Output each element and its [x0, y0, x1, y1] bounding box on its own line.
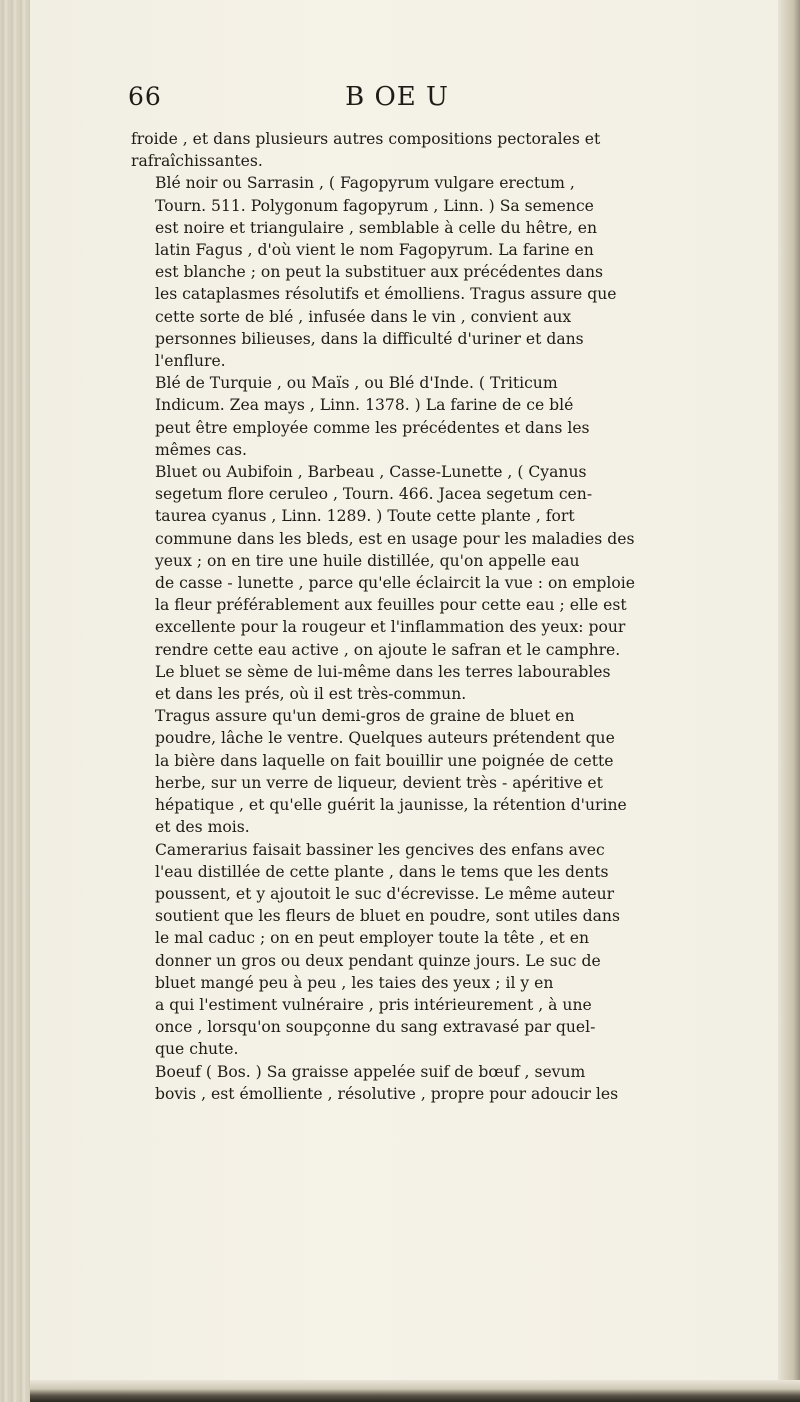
text-line: excellente pour la rougeur et l'inflammation des yeux: pour: [155, 618, 626, 637]
entry-ble-noir: [131, 172, 771, 372]
text-line: et des mois.: [155, 818, 250, 837]
text-line: et dans les prés, où il est très-commun.: [155, 685, 467, 704]
text-line: les cataplasmes résolutifs et émolliens. Tragus assure que: [155, 285, 617, 304]
text-line: froide , et dans plusieurs autres compositions pectorales et: [131, 130, 601, 148]
text-line: rendre cette eau active , on ajoute le safran et le camphre.: [155, 640, 621, 659]
book-gutter: [0, 0, 30, 1402]
text-line: Blé de Turquie , ou Maïs , ou Blé d'Inde. ( Triticum: [155, 374, 558, 393]
text-line: Le bluet se sème de lui-même dans les terres labourables: [155, 662, 611, 681]
text-line: Camerarius faisait bassiner les gencives des enfans avec: [155, 840, 605, 859]
text-line: est blanche ; on peut la substituer aux précédentes dans: [155, 263, 604, 282]
paragraph-camerarius: [131, 839, 771, 1061]
text-line: commune dans les bleds, est en usage pour les maladies des: [155, 529, 635, 548]
text-line: de casse - lunette , parce qu'elle éclaircit la vue : on emploie: [155, 574, 635, 593]
text-line: rafraîchissantes.: [131, 152, 263, 171]
text-line: Bluet ou Aubifoin , Barbeau , Casse-Lunette , ( Cyanus: [155, 463, 587, 482]
text-line: Tragus assure qu'un demi-gros de graine de bluet en: [155, 707, 575, 726]
text-line: le mal caduc ; on en peut employer toute la tête , et en: [155, 929, 590, 948]
text-line: segetum flore ceruleo , Tourn. 466. Jacea segetum cen-: [155, 485, 593, 504]
text-line: Indicum. Zea mays , Linn. 1378. ) La farine de ce blé: [155, 396, 574, 415]
text-line: taurea cyanus , Linn. 1289. ) Toute cette plante , fort: [155, 507, 575, 526]
page-number: 66: [128, 82, 162, 111]
text-line: soutient que les fleurs de bluet en poudre, sont utiles dans: [155, 907, 620, 926]
text-line: Blé noir ou Sarrasin , ( Fagopyrum vulgare erectum ,: [155, 174, 575, 193]
text-line: est noire et triangulaire , semblable à celle du hêtre, en: [155, 218, 598, 237]
text-line: la fleur préférablement aux feuilles pour cette eau ; elle est: [155, 596, 627, 615]
text-line: personnes bilieuses, dans la difficulté d'uriner et dans: [155, 329, 584, 348]
text-line: latin Fagus , d'où vient le nom Fagopyrum. La farine en: [155, 241, 594, 260]
text-line: poudre, lâche le ventre. Quelques auteurs prétendent que: [155, 729, 615, 748]
entry-ble-de-turquie: [131, 372, 771, 461]
text-line: bluet mangé peu à peu , les taies des yeux ; il y en: [155, 973, 554, 992]
page-header: [128, 82, 666, 116]
text-line: hépatique , et qu'elle guérit la jaunisse, la rétention d'urine: [155, 796, 627, 815]
text-line: l'eau distillée de cette plante , dans le tems que les dents: [155, 862, 609, 881]
text-line: peut être employée comme les précédentes et dans les: [155, 418, 590, 437]
text-line: bovis , est émolliente , résolutive , propre pour adoucir les: [155, 1084, 619, 1103]
running-title: B OE U: [345, 82, 449, 112]
text-line: l'enflure.: [155, 352, 226, 371]
text-line: once , lorsqu'on soupçonne du sang extravasé par quel-: [155, 1018, 596, 1037]
page-edge-right: [778, 0, 800, 1402]
text-line: Tourn. 511. Polygonum fagopyrum , Linn. ) Sa semence: [155, 196, 594, 215]
text-line: mêmes cas.: [155, 440, 247, 459]
paragraph-continuation: [131, 128, 771, 172]
paragraph-tragus: [131, 705, 771, 838]
text-line: herbe, sur un verre de liqueur, devient très - apéritive et: [155, 773, 603, 792]
text-line: a qui l'estiment vulnéraire , pris intérieurement , à une: [155, 995, 592, 1014]
text-line: que chute.: [155, 1040, 239, 1059]
page-edge-bottom: [30, 1380, 800, 1402]
text-line: donner un gros ou deux pendant quinze jours. Le suc de: [155, 951, 601, 970]
text-line: poussent, et y ajoutoit le suc d'écrevisse. Le même auteur: [155, 884, 615, 903]
entry-bluet: [131, 461, 771, 705]
text-line: cette sorte de blé , infusée dans le vin , convient aux: [155, 307, 572, 326]
text-line: Boeuf ( Bos. ) Sa graisse appelée suif de bœuf , sevum: [155, 1062, 586, 1081]
text-line: yeux ; on en tire une huile distillée, qu'on appelle eau: [155, 551, 580, 570]
entry-boeuf: [131, 1061, 771, 1105]
body-text: [131, 128, 771, 1105]
text-line: la bière dans laquelle on fait bouillir une poignée de cette: [155, 751, 614, 770]
